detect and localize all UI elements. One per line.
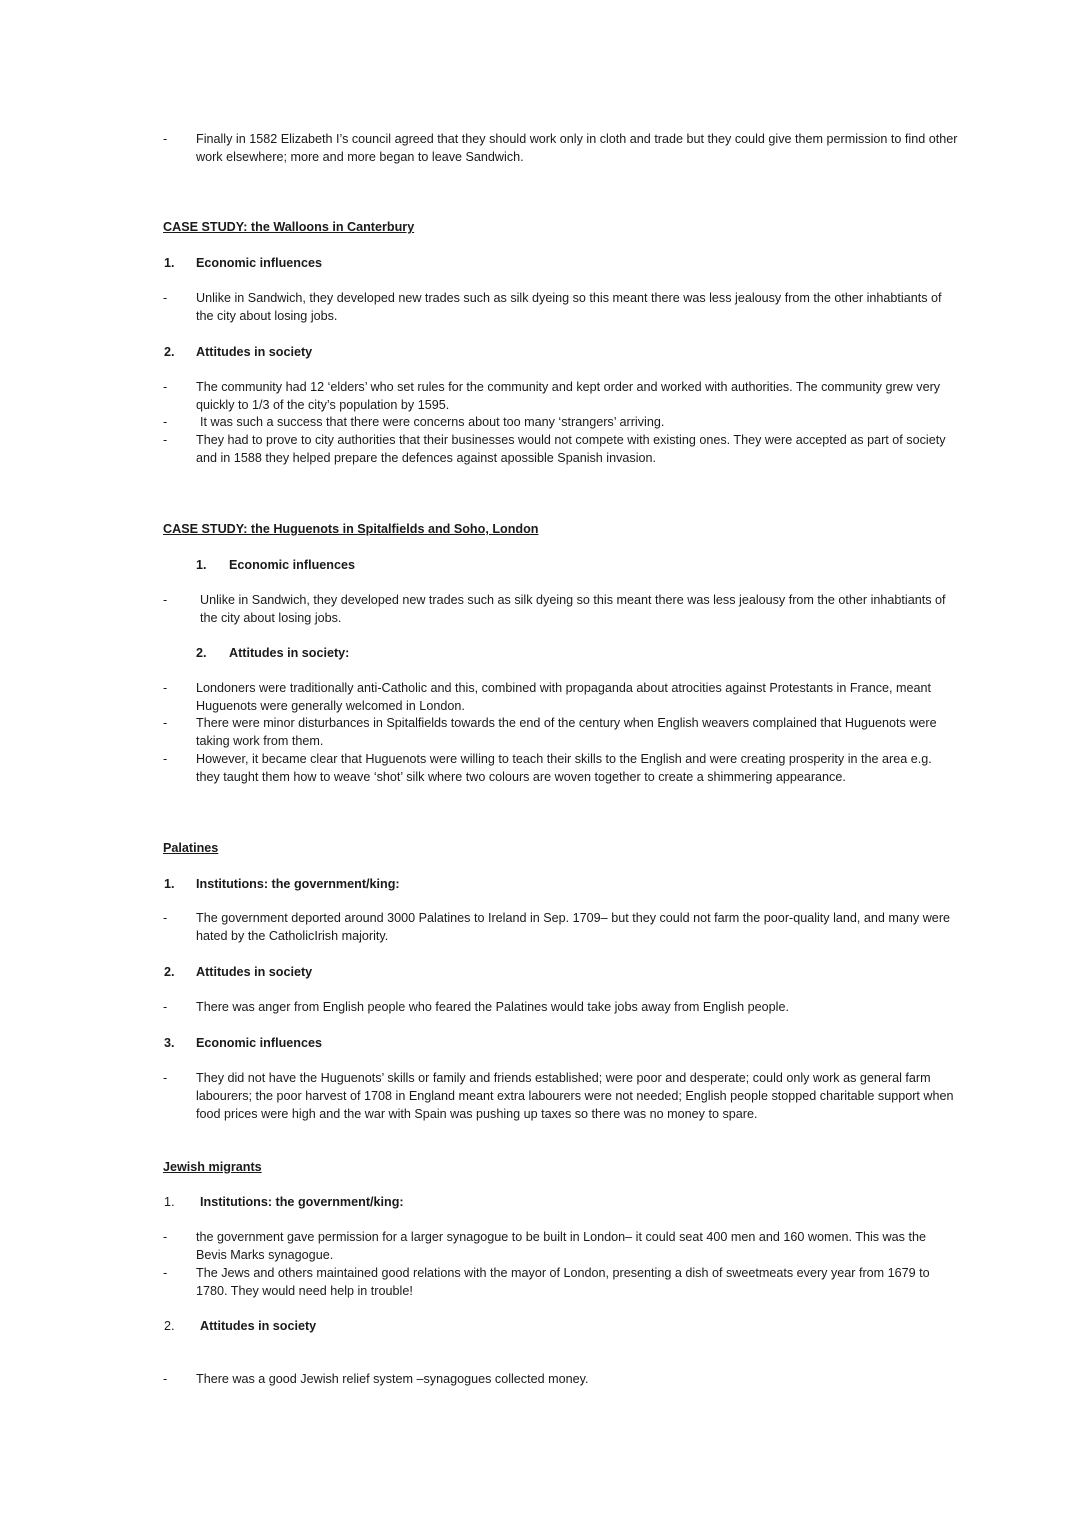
bullet-dash: - — [163, 1230, 168, 1244]
subheading-attitudes: Attitudes in society — [196, 345, 313, 359]
bullet-dash: - — [163, 291, 168, 305]
bullet-dash: - — [163, 593, 168, 607]
bullet-dash: - — [163, 1000, 168, 1014]
bullet-text: The community had 12 ‘elders’ who set rules for the community and kept order and worked with authorities. The community grew very quickly to 1/3 of the city’s population by 1595. — [196, 380, 941, 412]
list-number: 1. — [196, 558, 207, 572]
bullet-text: Unlike in Sandwich, they developed new trades such as silk dyeing so this meant there was less jealousy from the other inhabtiants of the city about losing jobs. — [200, 593, 946, 625]
bullet-text: They did not have the Huguenots’ skills or family and friends established; were poor and desperate; could only work as general farm labourers; the poor harvest of 1708 in England meant extra labourers were not needed; English people stopped charitable support when food prices were high and the war with Spain was pushing up taxes so there was no money to spare. — [196, 1071, 954, 1121]
bullet-dash: - — [163, 132, 168, 146]
bullet-text: There was anger from English people who feared the Palatines would take jobs away from English people. — [196, 1000, 789, 1014]
subheading-economic: Economic influences — [196, 256, 322, 270]
subheading-economic: Economic influences — [196, 1036, 322, 1050]
section-title-palatines: Palatines — [163, 841, 219, 855]
list-number: 2. — [164, 965, 175, 979]
bullet-text: The Jews and others maintained good relations with the mayor of London, presenting a dish of sweetmeats every year from 1679 to 1780. They would need help in trouble! — [196, 1266, 930, 1298]
subheading-institutions: Institutions: the government/king: — [200, 1195, 404, 1209]
list-number: 2. — [196, 646, 207, 660]
bullet-dash: - — [163, 911, 168, 925]
bullet-dash: - — [163, 1266, 168, 1280]
subheading-attitudes: Attitudes in society — [200, 1319, 317, 1333]
bullet-text: It was such a success that there were concerns about too many ‘strangers’ arriving. — [200, 415, 665, 429]
bullet-text: the government gave permission for a larger synagogue to be built in London– it could seat 400 men and 160 women. This was the Bevis Marks synagogue. — [196, 1230, 926, 1262]
subheading-institutions: Institutions: the government/king: — [196, 877, 400, 891]
bullet-text: There were minor disturbances in Spitalfields towards the end of the century when English weavers complained that Huguenots were taking work from them. — [196, 716, 937, 748]
bullet-text: Londoners were traditionally anti-Catholic and this, combined with propaganda about atrocities against Protestants in France, meant Huguenots were generally welcomed in London. — [196, 681, 932, 713]
bullet-dash: - — [163, 1071, 168, 1085]
list-number: 2. — [164, 1319, 175, 1333]
paragraph-sandwich-end: Finally in 1582 Elizabeth I’s council agreed that they should work only in cloth and trade but they could give them permission to find other work elsewhere; more and more began to leave Sandwich. — [196, 132, 958, 164]
bullet-dash: - — [163, 752, 168, 766]
bullet-text: However, it became clear that Huguenots were willing to teach their skills to the English and were creating prosperity in the area e.g. they taught them how to weave ‘shot’ silk where two colours are woven together to create a shimmering appearance. — [196, 752, 932, 784]
bullet-text: The government deported around 3000 Palatines to Ireland in Sep. 1709– but they could not farm the poor-quality land, and many were hated by the CatholicIrish majority. — [196, 911, 951, 943]
bullet-dash: - — [163, 681, 168, 695]
bullet-dash: - — [163, 433, 168, 447]
section-title-huguenots: CASE STUDY: the Huguenots in Spitalfields and Soho, London — [163, 522, 539, 536]
bullet-dash: - — [163, 415, 168, 429]
bullet-dash: - — [163, 380, 168, 394]
list-number: 1. — [164, 1195, 175, 1209]
section-title-walloons: CASE STUDY: the Walloons in Canterbury — [163, 220, 415, 234]
list-number: 3. — [164, 1036, 175, 1050]
subheading-attitudes: Attitudes in society: — [229, 646, 350, 660]
subheading-attitudes: Attitudes in society — [196, 965, 313, 979]
bullet-text: They had to prove to city authorities that their businesses would not compete with existing ones. They were accepted as part of society and in 1588 they helped prepare the defences against apossible Spanish invasion. — [196, 433, 946, 465]
subheading-economic: Economic influences — [229, 558, 355, 572]
bullet-dash: - — [163, 1372, 168, 1386]
bullet-text: There was a good Jewish relief system –synagogues collected money. — [196, 1372, 589, 1386]
list-number: 2. — [164, 345, 175, 359]
section-title-jewish: Jewish migrants — [163, 1160, 262, 1174]
list-number: 1. — [164, 877, 175, 891]
bullet-dash: - — [163, 716, 168, 730]
bullet-text: Unlike in Sandwich, they developed new trades such as silk dyeing so this meant there was less jealousy from the other inhabtiants of the city about losing jobs. — [196, 291, 942, 323]
list-number: 1. — [164, 256, 175, 270]
